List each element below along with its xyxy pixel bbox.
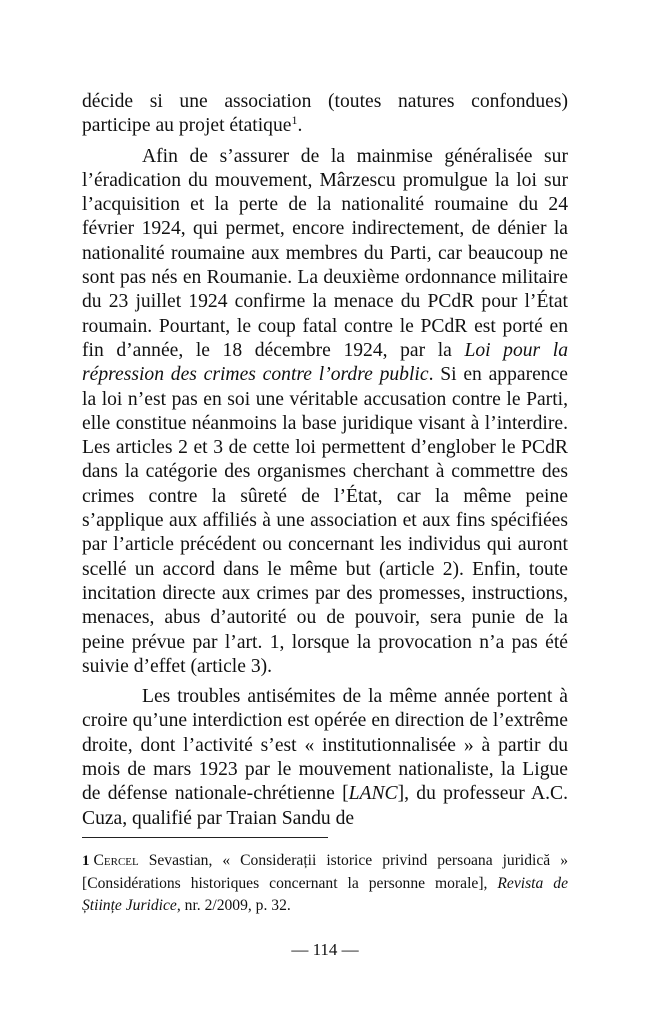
text-run: . Si en apparence la loi n’est pas en soi une véritable accusation contre le Parti, elle constitue néanmoins la base juridique visant à l’interdire. Les articles 2 et 3 de cette loi permettent d’englober le PCdR dans la catégorie des organismes cherchant à commettre des crimes contre la sûreté de l’État, car la même peine s’applique aux affiliés à une association et aux fins spécifiées par l’article précédent ou concernant les individus qui auront scellé un accord dans le même but (article 2). Enfin, toute incitation directe aux crimes par des promesses, instructions, menaces, abus d’autorité ou de pouvoir, sera punie de la peine prévue par l’art. 1, lorsque la provocation n’a pas été suivie d’effet (article 3). — [82, 364, 568, 677]
text-run: ], du professeur A.C. Cuza, qualifié par Traian Sandu de — [82, 783, 568, 829]
text-run: Afin de s’assurer de la mainmise généralisée sur l’éradication du mouvement, Mârzescu promulgue la loi sur l’acquisition et la perte de la nationalité roumaine du 24 février 1924, qui permet, encore indirectement, de dénier la nationalité roumaine aux membres du Parti, car beaucoup ne sont pas nés en Roumanie. La deuxième ordonnance militaire du 23 juillet 1924 confirme la menace du PCdR pour l’État roumain. Pourtant, le coup fatal contre le PCdR est porté en fin d’année, le 18 décembre 1924, par la — [82, 145, 568, 361]
text-run: . — [297, 115, 303, 137]
page-number: — 114 — — [291, 940, 359, 959]
main-text — [82, 90, 568, 831]
text-run: Les troubles antisémites de la même année portent à croire qu’une interdiction est opérée en direction de l’extrême droite, dont l’activité s’est « institutionnalisée » à partir du mois de mars 1923 par le mouvement nationaliste, la Ligue de défense nationale-chrétienne [ — [82, 686, 568, 805]
italic-text: Loi pour la répression des crimes contre l’ordre public — [82, 339, 568, 386]
author-name: Cercel — [93, 852, 139, 869]
italic-text: LANC — [348, 783, 398, 805]
paragraph — [82, 685, 568, 831]
paragraph — [82, 145, 568, 680]
italic-text: Revista de Științe Juridice — [82, 874, 569, 914]
text-run: , nr. 2/2009, p. 32. — [176, 897, 291, 914]
paragraph — [82, 90, 568, 139]
footnote-number: 1 — [82, 853, 90, 869]
footnote — [82, 850, 568, 918]
footnote-ref: 1 — [291, 113, 298, 128]
text-run: Sevastian, « Considerații istorice privind persoana juridică » [Considérations historiques concernant la personne morale], — [82, 852, 568, 892]
footnote-separator — [82, 837, 328, 838]
text-run: décide si une association (toutes natures confondues) participe au projet étatique — [82, 91, 568, 137]
footnote-text — [82, 852, 568, 914]
